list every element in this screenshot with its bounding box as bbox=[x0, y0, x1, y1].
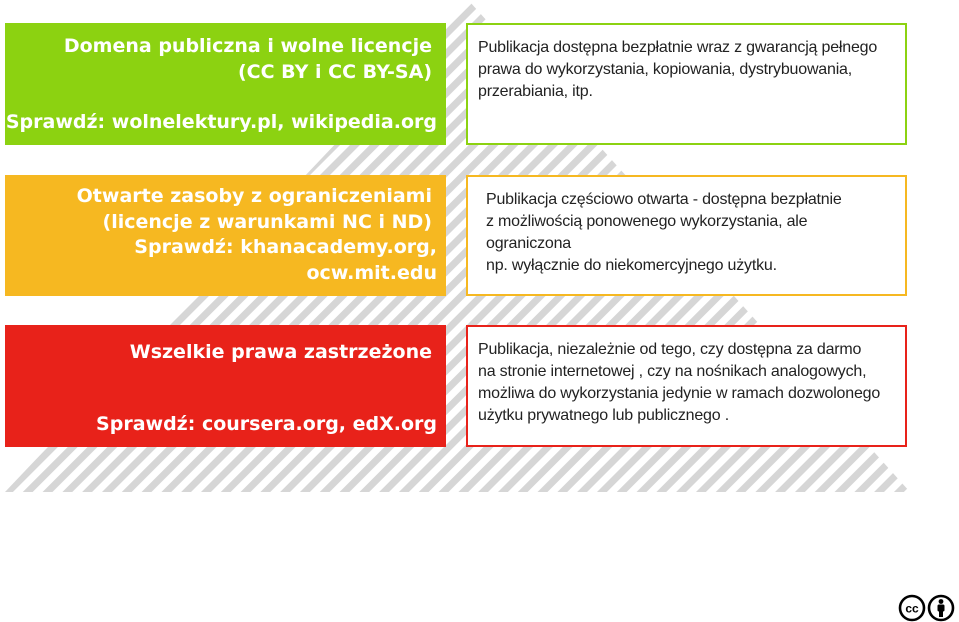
svg-text:cc: cc bbox=[905, 601, 919, 616]
tier-restricted-licenses-description: Publikacja częściowo otwarta - dostępna bezpłatnie z możliwością ponowenego wykorzystania, ale ograniczona np. wyłącznie do niekomercyjnego użytku. bbox=[466, 175, 907, 296]
cc-by-logo bbox=[898, 594, 958, 622]
tier-all-rights-reserved-examples: Sprawdź: coursera.org, edX.org bbox=[96, 413, 437, 435]
tier-open-licenses-title: Domena publiczna i wolne licencje (CC BY i CC BY-SA) bbox=[63, 35, 432, 83]
tier-all-rights-reserved-title: Wszelkie prawa zastrzeżone bbox=[129, 341, 432, 363]
tier-all-rights-reserved-box bbox=[5, 325, 446, 447]
tier-restricted-licenses-box bbox=[5, 175, 446, 296]
tier-open-licenses-examples: Sprawdź: wolnelektury.pl, wikipedia.org bbox=[5, 111, 437, 133]
tier-all-rights-reserved-description: Publikacja, niezależnie od tego, czy dostępna za darmo na stronie internetowej , czy na nośnikach analogowych, możliwa do wykorzystania jedynie w ramach dozwolonego użytku prywatnego lub publicznego . bbox=[466, 325, 907, 447]
creative-commons-icon bbox=[900, 596, 924, 620]
tier-open-licenses-description: Publikacja dostępna bezpłatnie wraz z gwarancją pełnego prawa do wykorzystania, kopiowania, dystrybuowania, przerabiania, itp. bbox=[466, 23, 907, 145]
tier-restricted-licenses-examples: Sprawdź: khanacademy.org, ocw.mit.edu bbox=[134, 236, 437, 284]
tier-restricted-licenses-title: Otwarte zasoby z ograniczeniami (licencje z warunkami NC i ND) bbox=[76, 185, 432, 233]
attribution-icon bbox=[929, 596, 953, 620]
tier-open-licenses-box bbox=[5, 23, 446, 145]
